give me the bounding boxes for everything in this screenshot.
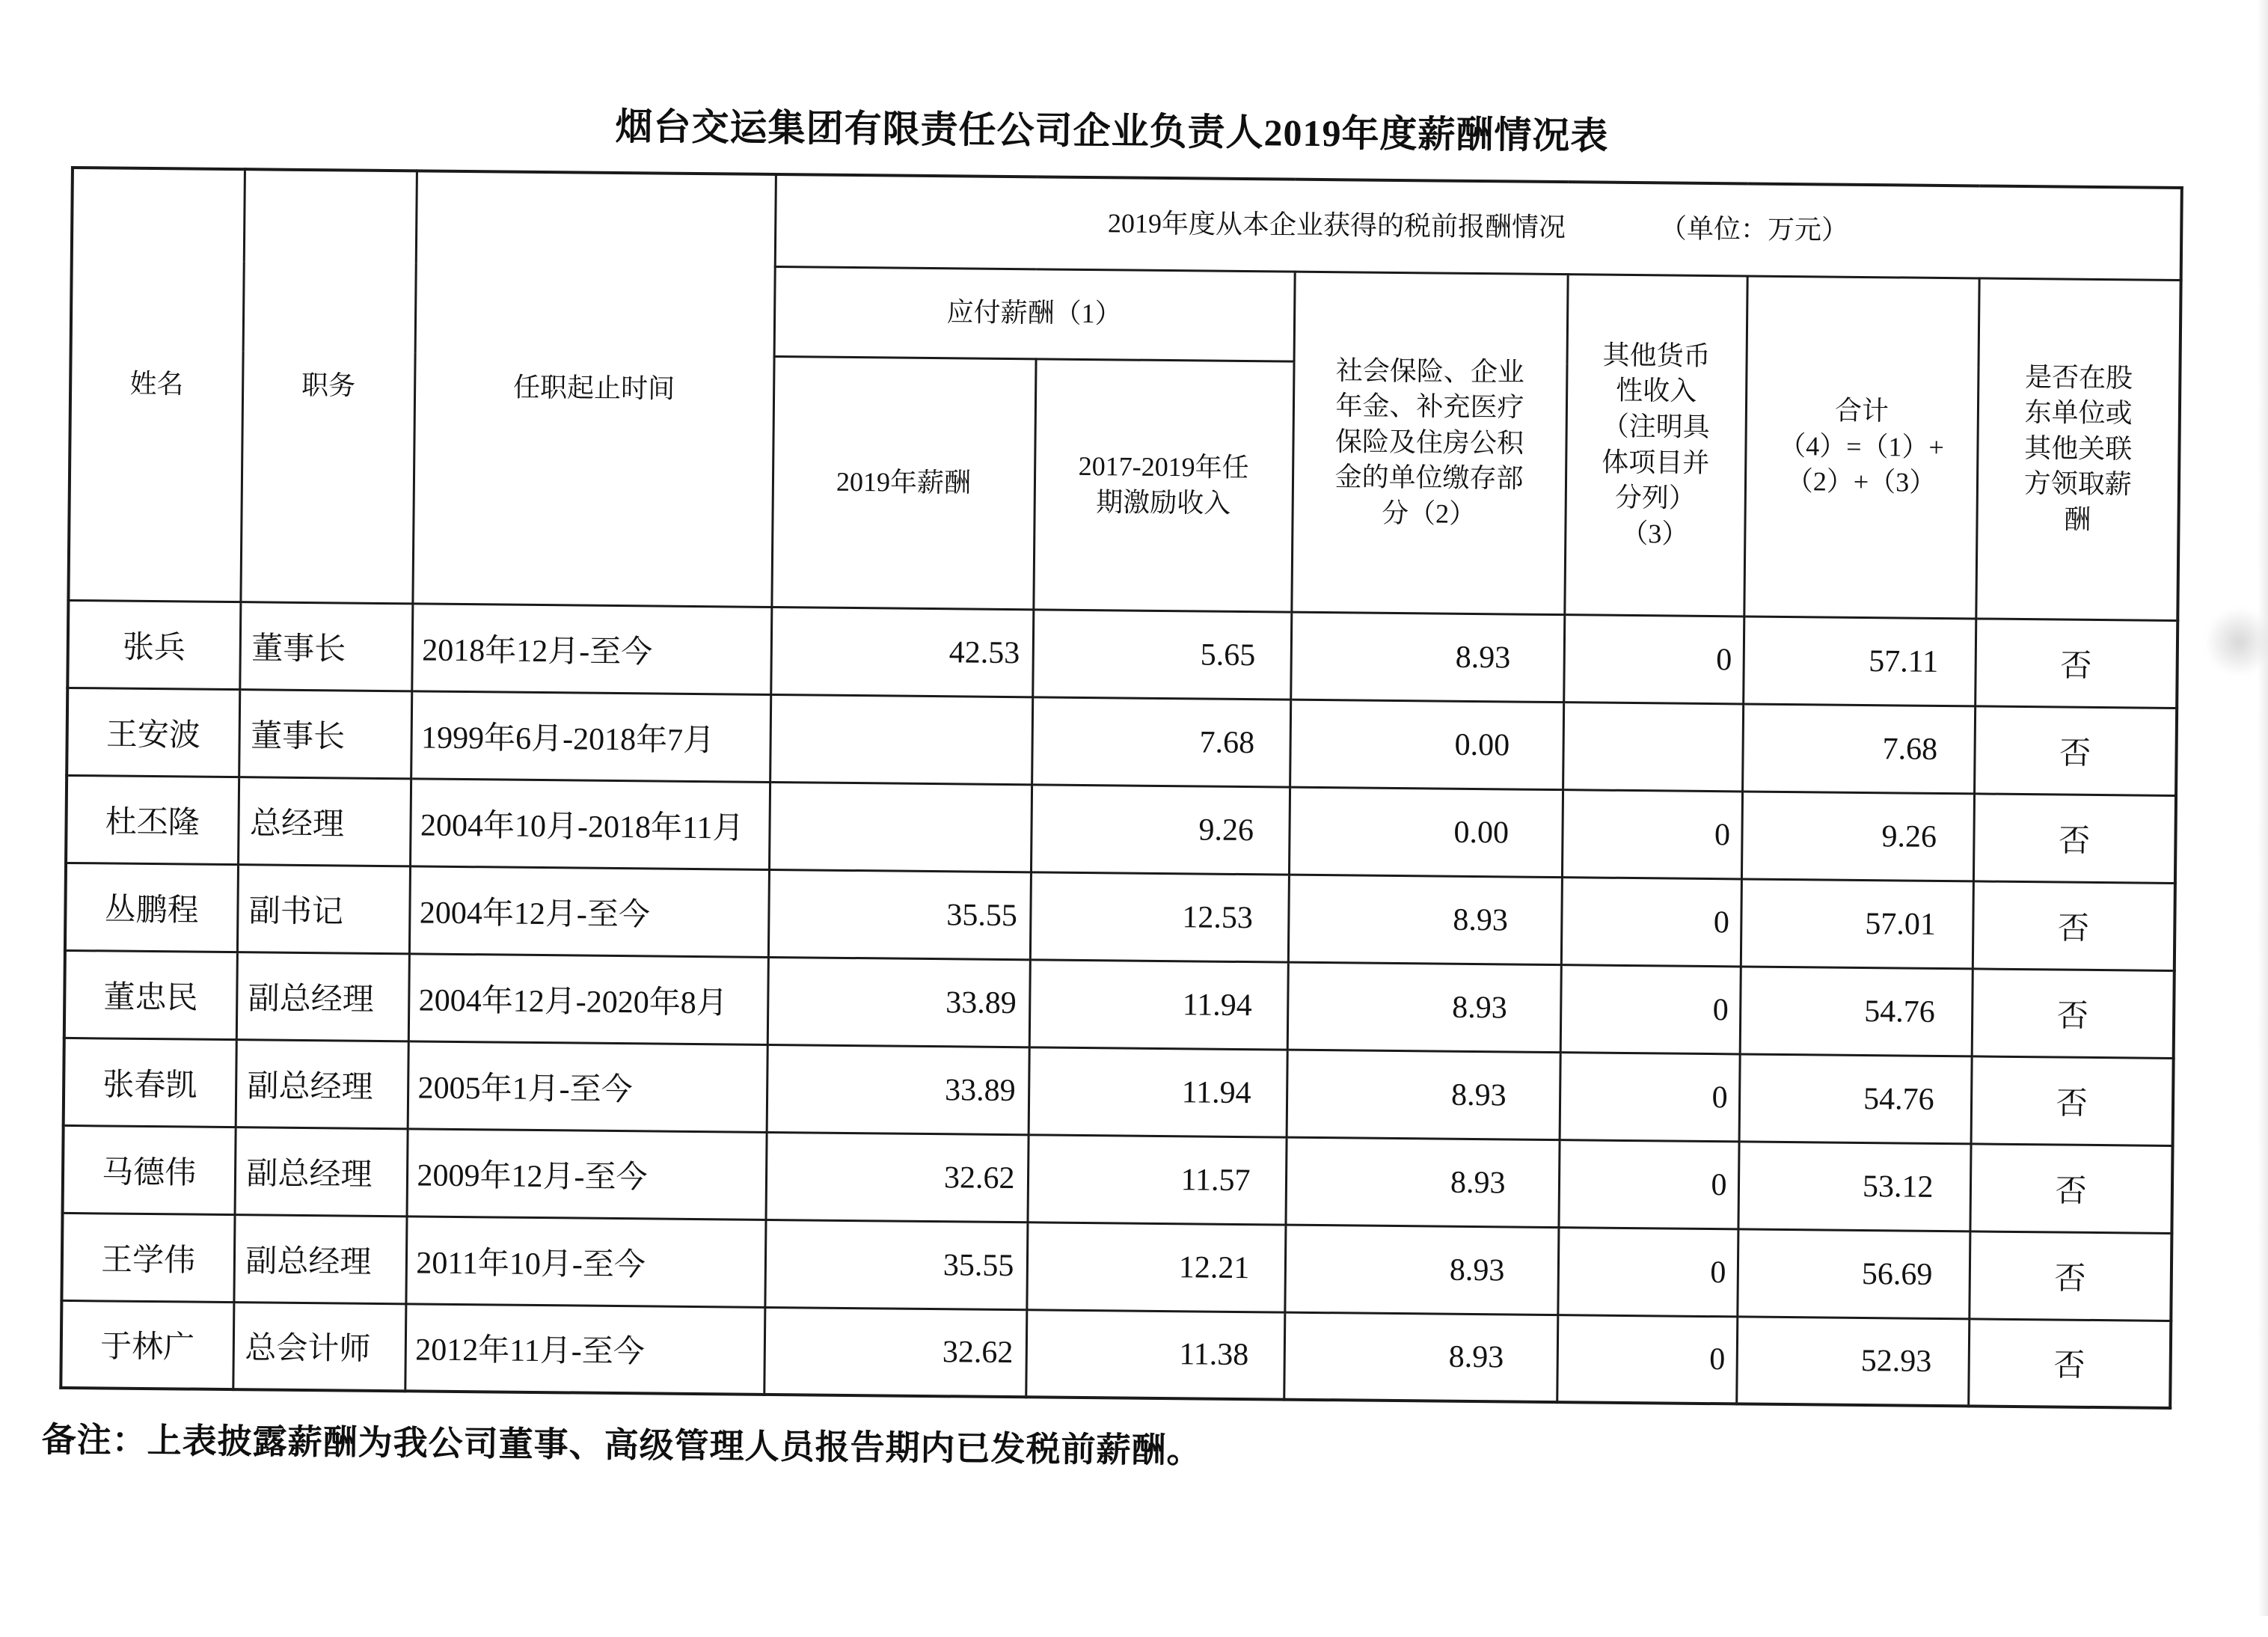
cell-salary: 32.62 xyxy=(766,1132,1029,1222)
cell-total: 52.93 xyxy=(1736,1316,1969,1406)
cell-related: 否 xyxy=(1973,881,2175,970)
cell-name: 杜丕隆 xyxy=(66,775,239,864)
cell-incentive: 12.21 xyxy=(1026,1222,1285,1312)
cell-incentive: 11.38 xyxy=(1026,1309,1284,1399)
cell-social: 8.93 xyxy=(1290,612,1564,702)
cell-position: 董事长 xyxy=(239,602,412,691)
cell-total: 54.76 xyxy=(1740,966,1973,1056)
cell-social: 8.93 xyxy=(1288,875,1562,964)
cell-social: 0.00 xyxy=(1289,787,1563,877)
cell-name: 王学伟 xyxy=(61,1213,234,1302)
cell-social: 0.00 xyxy=(1290,700,1563,789)
col-header-incentive: 2017-2019年任 期激励收入 xyxy=(1033,358,1293,611)
salary-table-header xyxy=(68,168,2181,620)
cell-term: 2012年11月-至今 xyxy=(405,1303,764,1395)
cell-social: 8.93 xyxy=(1287,1050,1560,1139)
cell-other: 0 xyxy=(1560,1052,1740,1141)
cell-incentive: 5.65 xyxy=(1032,609,1291,699)
cell-other: 0 xyxy=(1563,614,1744,703)
cell-position: 总会计师 xyxy=(233,1302,405,1391)
cell-incentive: 7.68 xyxy=(1032,697,1290,786)
cell-total: 57.11 xyxy=(1743,616,1976,706)
cell-other: 0 xyxy=(1557,1315,1737,1404)
cell-position: 副书记 xyxy=(237,864,410,953)
cell-other xyxy=(1563,702,1743,791)
cell-position: 董事长 xyxy=(239,689,411,778)
cell-related: 否 xyxy=(1968,1318,2171,1408)
cell-salary: 33.89 xyxy=(767,1044,1029,1134)
cell-social: 8.93 xyxy=(1284,1225,1558,1315)
cell-name: 于林广 xyxy=(61,1300,233,1389)
cell-term: 2004年12月-2020年8月 xyxy=(408,953,768,1044)
cell-salary: 33.89 xyxy=(767,957,1030,1047)
cell-position: 总经理 xyxy=(238,777,411,866)
cell-salary: 42.53 xyxy=(770,607,1033,697)
cell-other: 0 xyxy=(1561,877,1741,966)
cell-total: 9.26 xyxy=(1741,791,1974,881)
cell-term: 2004年12月-至今 xyxy=(409,866,769,957)
cell-name: 张春凯 xyxy=(64,1038,236,1127)
cell-incentive: 9.26 xyxy=(1031,784,1290,874)
col-header-position: 职务 xyxy=(240,169,417,603)
cell-name: 马德伟 xyxy=(63,1125,236,1214)
cell-total: 57.01 xyxy=(1741,878,1973,968)
cell-position: 副总经理 xyxy=(233,1214,406,1303)
cell-related: 否 xyxy=(1975,618,2177,708)
col-header-payable: 应付薪酬（1） xyxy=(774,266,1295,361)
cell-total: 56.69 xyxy=(1737,1228,1970,1318)
cell-related: 否 xyxy=(1971,1056,2174,1145)
cell-term: 2005年1月-至今 xyxy=(408,1041,767,1132)
cell-name: 丛鹏程 xyxy=(65,863,238,952)
cell-related: 否 xyxy=(1970,1143,2172,1233)
cell-other: 0 xyxy=(1558,1139,1738,1228)
cell-name: 张兵 xyxy=(67,600,240,689)
cell-term: 2009年12月-至今 xyxy=(407,1128,767,1220)
cell-salary: 35.55 xyxy=(768,869,1031,959)
cell-social: 8.93 xyxy=(1287,962,1561,1052)
cell-other: 0 xyxy=(1560,964,1741,1053)
cell-term: 2004年10月-2018年11月 xyxy=(410,778,770,869)
col-header-salary-2019: 2019年薪酬 xyxy=(771,356,1035,609)
cell-total: 7.68 xyxy=(1742,703,1975,793)
salary-table-body xyxy=(61,600,2177,1408)
cell-other: 0 xyxy=(1557,1227,1738,1316)
cell-position: 副总经理 xyxy=(236,1039,408,1128)
cell-salary: 32.62 xyxy=(764,1307,1026,1397)
col-header-term: 任职起止时间 xyxy=(412,171,776,607)
cell-salary: 35.55 xyxy=(764,1220,1027,1309)
cell-term: 2018年12月-至今 xyxy=(411,603,771,694)
footnote: 备注：上表披露薪酬为我公司董事、高级管理人员报告期内已发税前薪酬。 xyxy=(41,1420,1202,1470)
cell-salary xyxy=(770,694,1032,784)
cell-name: 董忠民 xyxy=(64,950,237,1039)
cell-name: 王安波 xyxy=(67,688,239,777)
cell-incentive: 12.53 xyxy=(1030,872,1289,961)
cell-total: 53.12 xyxy=(1738,1141,1970,1231)
cell-position: 副总经理 xyxy=(235,1127,408,1216)
cell-salary xyxy=(769,782,1032,872)
cell-related: 否 xyxy=(1972,968,2174,1058)
cell-position: 副总经理 xyxy=(236,952,409,1041)
page-title: 烟台交运集团有限责任公司企业负责人2019年度薪酬情况表 xyxy=(615,105,1609,157)
scan-edge-shadow xyxy=(2258,0,2268,1616)
cell-total: 54.76 xyxy=(1739,1053,1972,1143)
salary-table xyxy=(59,166,2183,1410)
cell-term: 2011年10月-至今 xyxy=(405,1216,765,1307)
cell-term: 1999年6月-2018年7月 xyxy=(411,691,770,782)
cell-incentive: 11.57 xyxy=(1027,1134,1286,1224)
cell-incentive: 11.94 xyxy=(1029,1047,1287,1136)
cell-related: 否 xyxy=(1969,1231,2172,1321)
cell-other: 0 xyxy=(1562,789,1742,878)
cell-related: 否 xyxy=(1974,706,2177,795)
col-header-social-insurance: 社会保险、企业 年金、补充医疗 保险及住房公积 金的单位缴存部 分（2） xyxy=(1291,272,1567,614)
cell-social: 8.93 xyxy=(1285,1137,1559,1227)
col-header-related-party: 是否在股 东单位或 其他关联 方领取薪 酬 xyxy=(1976,278,2180,620)
cell-incentive: 11.94 xyxy=(1029,959,1288,1049)
col-header-other-income: 其他货币 性收入 （注明具 体项目并 分列） （3） xyxy=(1564,274,1747,616)
col-header-total: 合计 （4）=（1）+ （2）+（3） xyxy=(1744,275,1979,618)
cell-related: 否 xyxy=(1973,793,2176,883)
col-header-name: 姓名 xyxy=(68,168,245,602)
col-header-pretax-band: 2019年度从本企业获得的税前报酬情况 （单位：万元） xyxy=(775,174,2182,280)
cell-social: 8.93 xyxy=(1284,1312,1557,1402)
